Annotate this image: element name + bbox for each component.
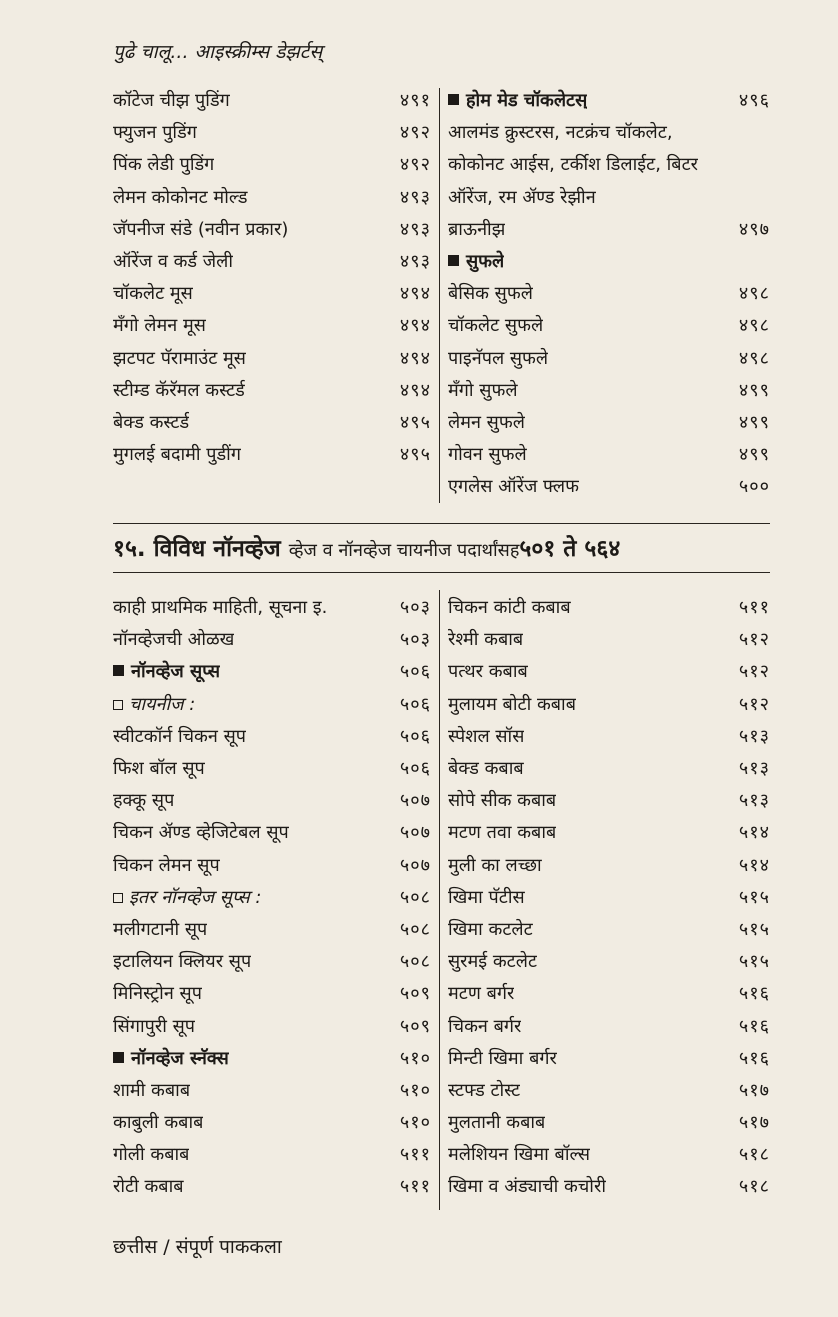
toc-entry — [448, 343, 770, 375]
entry-page: ५१४ — [738, 822, 770, 844]
entry-title: सुरमई कटलेट — [448, 951, 538, 973]
entry-page: ५१६ — [738, 983, 770, 1005]
chocolates-description-line: ऑरेंज, रम ॲण्ड रेझीन — [448, 186, 596, 208]
entry-title: झटपट पॅरामाउंट मूस — [113, 347, 246, 369]
toc-entry — [113, 1010, 431, 1042]
toc-entry — [448, 592, 770, 624]
entry-title: सिंगापुरी सूप — [113, 1015, 195, 1037]
entry-title: पाइनॅपल सुफले — [448, 347, 549, 369]
subheading-label: इतर नॉनव्हेज सूप्स : — [129, 886, 262, 908]
entry-page: ४९२ — [399, 154, 431, 176]
chapter-rule-top — [113, 523, 770, 524]
entry-title: काबुली कबाब — [113, 1112, 204, 1134]
filled-square-bullet-icon — [448, 94, 459, 105]
toc-entry — [448, 817, 770, 849]
entry-page: ५०६ — [399, 758, 431, 780]
entry-title: सोपे सीक कबाब — [448, 790, 557, 812]
entry-title: मुलायम बोटी कबाब — [448, 693, 576, 715]
entry-page: ५१२ — [738, 693, 770, 715]
entry-page: ५१२ — [738, 629, 770, 651]
toc-entry — [113, 85, 431, 117]
toc-entry — [448, 946, 770, 978]
heading-label: नॉनव्हेज स्नॅक्स — [131, 1047, 229, 1069]
entry-title: लेमन कोकोनट मोल्ड — [113, 186, 248, 208]
heading-label: होम मेड चॉकलेटस् — [466, 90, 588, 112]
toc-entry — [448, 1171, 770, 1203]
toc-entry — [113, 978, 431, 1010]
entry-page: ५०० — [738, 476, 770, 498]
entry-title: मॅंगो लेमन मूस — [113, 315, 206, 337]
entry-page: ५०८ — [399, 886, 431, 908]
entry-title: फ्युजन पुडिंग — [113, 122, 197, 144]
toc-entry — [448, 1010, 770, 1042]
toc-entry — [113, 214, 431, 246]
entry-title: ब्राऊनीझ — [448, 218, 506, 240]
entry-title: रोटी कबाब — [113, 1176, 184, 1198]
entry-page: ४९४ — [399, 315, 431, 337]
toc-entry — [448, 1139, 770, 1171]
entry-page: ५०७ — [399, 854, 431, 876]
subsection-heading-other-soups — [113, 882, 431, 914]
toc-entry — [448, 1075, 770, 1107]
entry-title: रेश्मी कबाब — [448, 629, 524, 651]
toc-entry — [448, 785, 770, 817]
entry-page: ४९१ — [399, 90, 431, 112]
entry-title: मुलतानी कबाब — [448, 1112, 546, 1134]
entry-title: मलेशियन खिमा बॉल्स — [448, 1144, 590, 1166]
toc-entry — [113, 1107, 431, 1139]
toc-entry — [113, 850, 431, 882]
chapter-rule-bottom — [113, 572, 770, 573]
toc-entry — [448, 753, 770, 785]
entry-page: ५१२ — [738, 661, 770, 683]
entry-page: ५१७ — [738, 1079, 770, 1101]
entry-title: बेसिक सुफले — [448, 283, 533, 305]
entry-page: ५०९ — [399, 1015, 431, 1037]
toc-entry — [448, 214, 770, 246]
entry-page: ४९८ — [738, 283, 770, 305]
entry-title: स्टफ्ड टोस्ट — [448, 1079, 521, 1101]
toc-entry — [113, 278, 431, 310]
toc-entry — [113, 117, 431, 149]
entry-page: ५१० — [399, 1047, 431, 1069]
column-divider — [439, 590, 440, 1210]
toc-entry — [448, 656, 770, 688]
toc-column-top-right — [448, 85, 770, 503]
toc-entry — [113, 407, 431, 439]
entry-page: ४९४ — [399, 347, 431, 369]
entry-page: ५१५ — [738, 918, 770, 940]
toc-entry — [448, 1043, 770, 1075]
entry-title: मिन्टी खिमा बर्गर — [448, 1047, 557, 1069]
entry-page: ५१८ — [738, 1176, 770, 1198]
entry-title: चॉकलेट मूस — [113, 283, 193, 305]
entry-title: लेमन सुफले — [448, 411, 525, 433]
entry-page: ४९८ — [738, 347, 770, 369]
entry-page: ४९५ — [399, 411, 431, 433]
entry-page: ५१३ — [738, 790, 770, 812]
entry-title: कॉटेज चीझ पुडिंग — [113, 90, 230, 112]
toc-entry — [113, 914, 431, 946]
chocolates-description-line: आलमंड क्रुस्टरस, नटक्रंच चॉकलेट, — [448, 122, 673, 144]
entry-page: ५१६ — [738, 1015, 770, 1037]
entry-page: ५१० — [399, 1112, 431, 1134]
entry-page: ५०३ — [399, 597, 431, 619]
chapter-title: १५. विविध नॉनव्हेज — [113, 536, 281, 562]
toc-entry — [448, 1107, 770, 1139]
toc-entry — [113, 785, 431, 817]
entry-page: ४९३ — [399, 218, 431, 240]
entry-page: ४९९ — [738, 379, 770, 401]
entry-page: ४९९ — [738, 444, 770, 466]
toc-entry — [448, 310, 770, 342]
entry-page: ४९६ — [738, 90, 770, 112]
entry-page: ४९४ — [399, 283, 431, 305]
heading-label: नॉनव्हेज सूप्स — [131, 661, 221, 683]
entry-title: एगलेस ऑरेंज फ्लफ — [448, 476, 579, 498]
toc-column-bottom-left — [113, 592, 431, 1204]
toc-column-bottom-right — [448, 592, 770, 1204]
toc-entry — [113, 375, 431, 407]
entry-page: ५०७ — [399, 822, 431, 844]
entry-title: खिमा व अंड्याची कचोरी — [448, 1176, 606, 1198]
entry-title: गोवन सुफले — [448, 444, 527, 466]
entry-title: पिंक लेडी पुडिंग — [113, 154, 215, 176]
running-head: पुढे चालू... आइस्क्रीम्स डेझर्टस् — [113, 41, 323, 63]
toc-entry — [113, 182, 431, 214]
entry-title: काही प्राथमिक माहिती, सूचना इ. — [113, 597, 328, 619]
toc-entry — [448, 721, 770, 753]
chapter-subtitle: व्हेज व नॉनव्हेज चायनीज पदार्थांसह — [288, 540, 520, 561]
hollow-square-bullet-icon — [113, 893, 123, 903]
filled-square-bullet-icon — [113, 1052, 124, 1063]
toc-entry — [113, 343, 431, 375]
toc-entry — [113, 439, 431, 471]
toc-entry — [113, 946, 431, 978]
entry-title: शामी कबाब — [113, 1079, 191, 1101]
column-divider — [439, 88, 440, 503]
entry-page: ५०९ — [399, 983, 431, 1005]
toc-entry — [113, 721, 431, 753]
hollow-square-bullet-icon — [113, 700, 123, 710]
toc-entry — [113, 817, 431, 849]
page-footer: छत्तीस / संपूर्ण पाककला — [113, 1236, 282, 1258]
entry-title: बेक्ड कस्टर्ड — [113, 411, 190, 433]
entry-page: ५१० — [399, 1079, 431, 1101]
entry-title: चिकन बर्गर — [448, 1015, 522, 1037]
entry-page: ४९३ — [399, 186, 431, 208]
heading-label: सुफले — [466, 251, 505, 273]
entry-page: ५१३ — [738, 725, 770, 747]
section-heading-nonveg-soups — [113, 656, 431, 688]
entry-page: ५११ — [399, 1144, 431, 1166]
entry-title: खिमा कटलेट — [448, 918, 533, 940]
entry-page: ४९४ — [399, 379, 431, 401]
toc-column-top-left — [113, 85, 431, 471]
toc-entry — [113, 246, 431, 278]
entry-page: ५१७ — [738, 1112, 770, 1134]
entry-title: खिमा पॅटीस — [448, 886, 525, 908]
entry-title: चॉकलेट सुफले — [448, 315, 544, 337]
entry-page: ५११ — [738, 597, 770, 619]
toc-entry — [113, 592, 431, 624]
entry-page: ५११ — [399, 1176, 431, 1198]
entry-title: जॅपनीज संडे (नवीन प्रकार) — [113, 218, 289, 240]
entry-title: ऑरेंज व कर्ड जेली — [113, 251, 233, 273]
chocolates-description-line: कोकोनट आईस, टर्कीश डिलाईट, बिटर — [448, 154, 699, 176]
entry-page: ५१६ — [738, 1047, 770, 1069]
filled-square-bullet-icon — [448, 255, 459, 266]
section-heading-souffle — [448, 246, 770, 278]
entry-title: नॉनव्हेजची ओळख — [113, 629, 235, 651]
entry-page: ५०८ — [399, 918, 431, 940]
entry-page: ५१५ — [738, 951, 770, 973]
entry-page: ५१३ — [738, 758, 770, 780]
entry-page: ५१५ — [738, 886, 770, 908]
toc-entry — [448, 278, 770, 310]
entry-page: ४९५ — [399, 444, 431, 466]
toc-entry — [113, 1139, 431, 1171]
entry-title: हक्कू सूप — [113, 790, 175, 812]
entry-page: ५१४ — [738, 854, 770, 876]
toc-entry — [113, 1171, 431, 1203]
entry-title: स्पेशल सॉस — [448, 725, 525, 747]
entry-page: ४९३ — [399, 251, 431, 273]
subheading-label: चायनीज : — [129, 693, 196, 715]
entry-title: इटालियन क्लियर सूप — [113, 951, 252, 973]
entry-page: ५०६ — [399, 693, 431, 715]
subsection-heading-chinese — [113, 689, 431, 721]
entry-page: ४९९ — [738, 411, 770, 433]
section-heading-chocolates — [448, 85, 770, 117]
entry-title: चिकन लेमन सूप — [113, 854, 220, 876]
chapter-page-range: ५०१ ते ५६४ — [519, 536, 621, 562]
toc-entry — [448, 439, 770, 471]
entry-title: मटण बर्गर — [448, 983, 515, 1005]
toc-entry — [448, 850, 770, 882]
entry-title: स्वीटकॉर्न चिकन सूप — [113, 725, 246, 747]
entry-title: मॅंगो सुफले — [448, 379, 518, 401]
entry-title: मुगलई बदामी पुडींग — [113, 444, 241, 466]
entry-page: ५०६ — [399, 725, 431, 747]
entry-page: ५०८ — [399, 951, 431, 973]
toc-entry — [448, 689, 770, 721]
entry-title: मुली का लच्छा — [448, 854, 542, 876]
toc-entry — [448, 375, 770, 407]
entry-title: चिकन ॲण्ड व्हेजिटेबल सूप — [113, 822, 289, 844]
toc-entry — [113, 1075, 431, 1107]
toc-entry — [448, 624, 770, 656]
toc-entry — [113, 310, 431, 342]
entry-page: ४९८ — [738, 315, 770, 337]
entry-title: मिनिस्ट्रोन सूप — [113, 983, 202, 1005]
toc-entry — [113, 753, 431, 785]
entry-title: चिकन कांटी कबाब — [448, 597, 571, 619]
toc-entry — [448, 882, 770, 914]
toc-entry — [448, 407, 770, 439]
filled-square-bullet-icon — [113, 665, 124, 676]
entry-title: गोली कबाब — [113, 1144, 190, 1166]
toc-entry — [448, 471, 770, 503]
entry-page: ५०६ — [399, 661, 431, 683]
entry-page: ५०३ — [399, 629, 431, 651]
entry-page: ५१८ — [738, 1144, 770, 1166]
entry-page: ५०७ — [399, 790, 431, 812]
toc-entry — [448, 914, 770, 946]
entry-title: बेक्ड कबाब — [448, 758, 524, 780]
entry-page: ४९२ — [399, 122, 431, 144]
entry-page: ४९७ — [738, 218, 770, 240]
toc-entry — [113, 149, 431, 181]
entry-title: मटण तवा कबाब — [448, 822, 557, 844]
entry-title: मलीगटानी सूप — [113, 918, 208, 940]
section-heading-nonveg-snacks — [113, 1043, 431, 1075]
entry-title: फिश बॉल सूप — [113, 758, 205, 780]
entry-title: पत्थर कबाब — [448, 661, 528, 683]
toc-entry — [448, 978, 770, 1010]
toc-entry — [113, 624, 431, 656]
entry-title: स्टीम्ड कॅरॅमल कस्टर्ड — [113, 379, 245, 401]
chapter-heading — [113, 530, 783, 570]
